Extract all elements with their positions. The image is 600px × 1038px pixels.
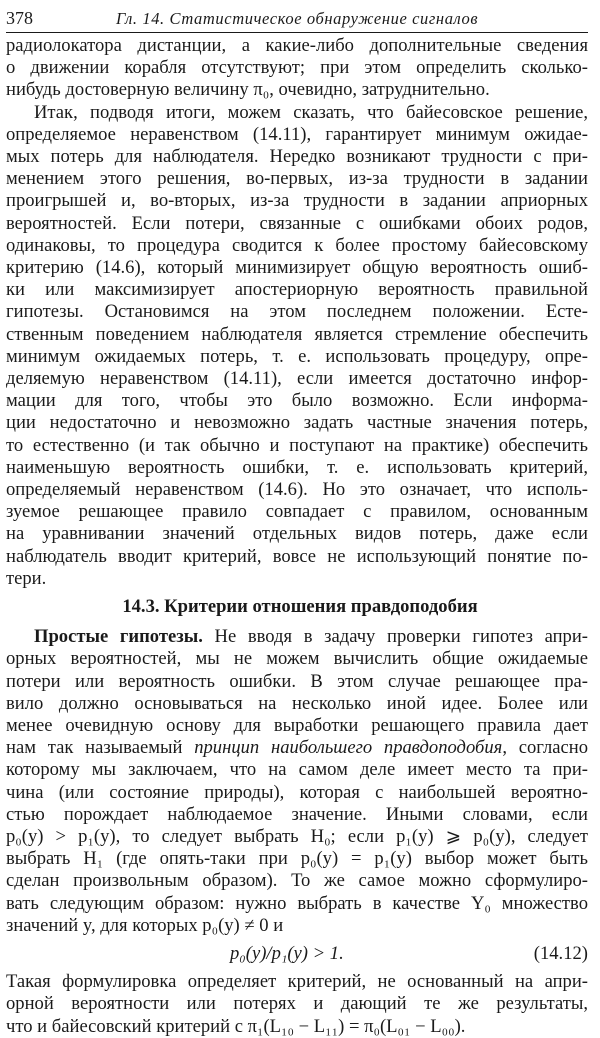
paragraph-2-line: ственным поведением наблюдателя является стремление обеспечить	[6, 323, 588, 345]
paragraph-3-line	[6, 737, 588, 759]
paragraph-3-line: сделан произвольным образом). То же самое можно сформулиро-	[6, 870, 588, 892]
paragraph-2-line: одинаковы, то процедура сводится к более простому байесовскому	[6, 234, 588, 256]
paragraph-3-text: нам так называемый	[6, 737, 195, 759]
section-title: 14.3. Критерии отношения правдоподобия	[122, 596, 478, 617]
paragraph-1-line: радиолокатора дистанции, а какие-либо дополнительные сведения	[6, 35, 588, 56]
paragraph-2-line: деляемую неравенством (14.11), если имеется достаточно инфор-	[6, 368, 588, 389]
paragraph-2-line: менением этого решения, во-первых, из-за трудности в задании	[6, 168, 588, 190]
paragraph-3-line: орных вероятностей, мы не можем вычислить общие ожидаемые	[6, 648, 588, 670]
paragraph-2-line: ки или максимизирует апостериорную вероятность правильной	[6, 279, 588, 301]
italic-term: принцип наибольшего правдоподобия	[194, 737, 503, 759]
paragraph-1-line: нибудь достоверную величину π₀, очевидно, затруднительно.	[6, 79, 490, 101]
paragraph-3-line: p₀(y) > p₁(y), то следует выбрать H₀; если p₁(y) ⩾ p₀(y), следует	[6, 826, 588, 847]
paragraph-2-line: минимум ожидаемых потерь, т. е. использовать процедуру, опре-	[6, 345, 588, 367]
paragraph-3-line: которому мы заключаем, что на самом деле имеет место та при-	[6, 759, 588, 781]
paragraph-2-line: ции недостаточно и невозможно задать частные значения потерь,	[6, 412, 588, 434]
paragraph-2-line: мых потерь для наблюдателя. Нередко возникают трудности с при-	[6, 146, 588, 167]
paragraph-3-line: значений y, для которых p₀(y) ≠ 0 и	[6, 914, 284, 936]
paragraph-3-line: потери или вероятность ошибки. В этом случае решающее пра-	[6, 670, 588, 692]
run-in-heading: Простые гипотезы.	[34, 626, 203, 648]
paragraph-2-line: то естественно (и так обычно и поступают на практике) обеспечить	[6, 434, 588, 456]
paragraph-2-line: гипотезы. Остановимся на этом последнем положении. Есте-	[6, 301, 588, 323]
equation-number: (14.12)	[533, 943, 588, 964]
paragraph-4-line: орной вероятности или потерях и дающий те же результаты,	[6, 993, 588, 1015]
paragraph-1-line: о движении корабля отсутствуют; при этом определить сколько-	[6, 57, 588, 79]
paragraph-3-line: чина (или состояние природы), которая с наибольшей вероятно-	[6, 781, 588, 803]
paragraph-2-line: проигрышей и, во-вторых, из-за трудности в задании априорных	[6, 190, 588, 212]
paragraph-2-line: тери.	[6, 567, 47, 589]
paragraph-2-line: вероятностей. Если потери, связанные с ошибками обоих родов,	[6, 212, 588, 234]
paragraph-2-line: мации для того, чтобы это было возможно. Если информа-	[6, 390, 588, 412]
formula-expression: p₀(y)/p₁(y) > 1.	[230, 943, 344, 964]
paragraph-2-line: наблюдатель вводит критерий, вовсе не использующий понятие по-	[6, 545, 588, 567]
paragraph-3-line	[34, 626, 588, 648]
running-head: Гл. 14. Статистическое обнаружение сигналов	[116, 9, 479, 28]
paragraph-3-line: стью порождает наблюдаемое значение. Иными словами, если	[6, 803, 588, 825]
paragraph-2-line: критерию (14.6), который минимизирует общую вероятность ошиб-	[6, 257, 588, 278]
paragraph-2-line: наименьшую вероятность ошибки, т. е. использовать критерий,	[6, 456, 588, 478]
paragraph-3-line: вило должно основываться на несколько иной идее. Более или	[6, 692, 588, 714]
paragraph-3-text: , согласно	[502, 737, 588, 759]
paragraph-4-line: Такая формулировка определяет критерий, не основанный на апри-	[6, 971, 588, 993]
paragraph-3-line: выбрать H₁ (где опять-таки при p₀(y) = p₁(y) выбор может быть	[6, 848, 588, 870]
paragraph-3-line: менее очевидную основу для выработки решающего правила дает	[6, 715, 588, 736]
page-number: 378	[6, 8, 33, 28]
paragraph-2-line: зуемое решающее правило совпадает с правилом, основанным	[6, 501, 588, 523]
paragraph-2-line: на уравнивании значений отдельных видов потерь, даже если	[6, 523, 588, 545]
paragraph-3-text: Не вводя в задачу проверки гипотез апри-	[202, 626, 588, 648]
paragraph-2-line: определяемое неравенством (14.11), гарантирует минимум ожидае-	[6, 123, 588, 145]
paragraph-4-line: что и байесовский критерий с π₁(L₁₀ − L₁₁) = π₀(L₀₁ − L₀₀).	[6, 1015, 466, 1037]
paragraph-3-line: вать следующим образом: нужно выбрать в качестве Y₀ множество	[6, 892, 588, 914]
paragraph-2-line: Итак, подводя итоги, можем сказать, что байесовское решение,	[34, 101, 588, 123]
paragraph-2-line: определяемый неравенством (14.6). Но это означает, что исполь-	[6, 479, 588, 500]
